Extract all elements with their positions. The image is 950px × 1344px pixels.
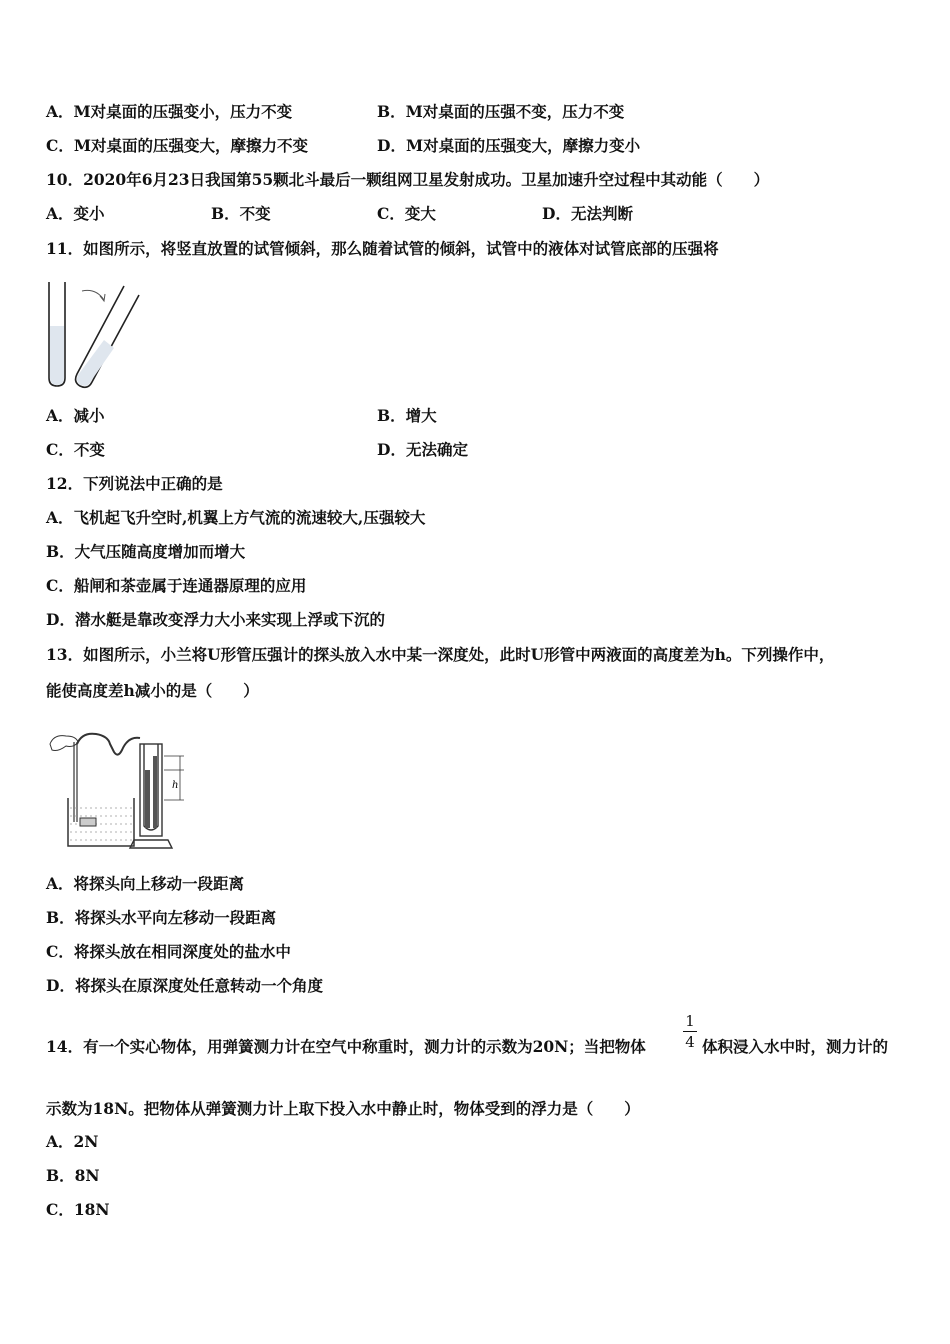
fraction-denominator: 4	[685, 1033, 695, 1051]
q14-stem-part1: 14．有一个实心物体，用弹簧测力计在空气中称重时，测力计的示数为20N；当把物体	[46, 1037, 646, 1056]
height-label: h	[172, 780, 179, 791]
q11-option-c: C．不变	[46, 440, 105, 459]
beaker-water	[70, 808, 132, 840]
fraction-numerator: 1	[685, 1012, 695, 1030]
q11-stem: 11．如图所示，将竖直放置的试管倾斜，那么随着试管的倾斜，试管中的液体对试管底部的压强将	[46, 239, 719, 258]
q10-option-c: C．变大	[377, 204, 436, 223]
q14-option-b: B．8N	[46, 1166, 100, 1185]
q10-option-a: A．变小	[46, 204, 105, 223]
q13-option-d: D．将探头在原深度处任意转动一个角度	[46, 976, 323, 995]
q13-stem-line1: 13．如图所示，小兰将U形管压强计的探头放入水中某一深度处，此时U形管中两液面的高度差为h。下列操作中，	[46, 645, 835, 664]
rubber-tube	[77, 734, 140, 755]
q12-option-b: B．大气压随高度增加而增大	[46, 542, 246, 561]
u-tube-left-liquid	[145, 770, 150, 828]
q14-fraction	[683, 1012, 697, 1051]
q9-option-d: D．M对桌面的压强变大，摩擦力变小	[377, 136, 641, 155]
q9-option-c: C．M对桌面的压强变大，摩擦力不变	[46, 136, 308, 155]
q14-option-a: A．2N	[46, 1132, 99, 1151]
q14-stem-line2: 示数为18N。把物体从弹簧测力计上取下投入水中静止时，物体受到的浮力是（ ）	[46, 1099, 640, 1118]
q10-option-d: D．无法判断	[542, 204, 633, 223]
test-tube-figure	[44, 278, 144, 390]
q12-option-d: D．潜水艇是靠改变浮力大小来实现上浮或下沉的	[46, 610, 385, 629]
tilt-arrow	[82, 290, 104, 300]
q13-option-b: B．将探头水平向左移动一段距离	[46, 908, 277, 927]
q10-option-b: B．不变	[211, 204, 271, 223]
q13-stem-line2: 能使高度差h减小的是（ ）	[46, 681, 259, 700]
u-tube-manometer-figure	[44, 730, 194, 852]
q10-stem: 10．2020年6月23日我国第55颗北斗最后一颗组网卫星发射成功。卫星加速升空过程中其动能（ ）	[46, 170, 770, 189]
q13-option-a: A．将探头向上移动一段距离	[46, 874, 245, 893]
q13-option-c: C．将探头放在相同深度处的盐水中	[46, 942, 291, 961]
q14-option-c: C．18N	[46, 1200, 110, 1219]
probe-head	[80, 818, 96, 826]
q11-option-b: B．增大	[377, 406, 437, 425]
q11-option-d: D．无法确定	[377, 440, 468, 459]
q9-option-b: B．M对桌面的压强不变，压力不变	[377, 102, 625, 121]
q12-option-c: C．船闸和茶壶属于连通器原理的应用	[46, 576, 307, 595]
u-tube-right-liquid	[153, 756, 157, 828]
vertical-tube-liquid	[50, 326, 64, 385]
q9-option-a: A．M对桌面的压强变小，压力不变	[46, 102, 293, 121]
q12-stem: 12．下列说法中正确的是	[46, 474, 223, 493]
q12-option-a: A．飞机起飞升空时,机翼上方气流的流速较大,压强较大	[46, 508, 426, 527]
beaker	[68, 798, 134, 846]
q11-option-a: A．减小	[46, 406, 105, 425]
q14-stem-part2: 体积浸入水中时，测力计的	[702, 1037, 889, 1056]
u-tube-base	[130, 840, 172, 848]
